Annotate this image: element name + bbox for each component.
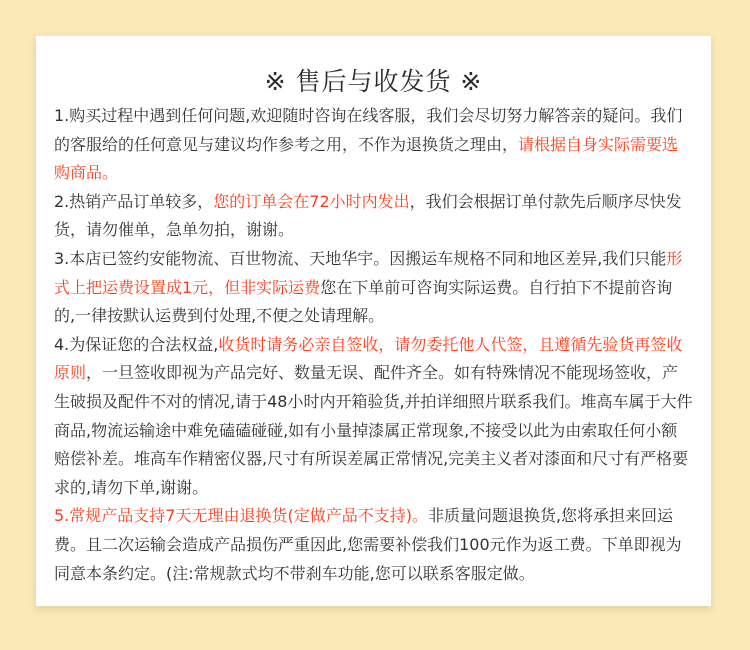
section-5-text: 非质量问题退换货,您将承担来回运费。且二次运输会造成产品损伤严重因此,您需要补偿我们100元作为返工费。下单即视为同意本条约定。(注:常规款式均不带刹车功能,您可以联系客服定做。: [54, 506, 682, 583]
section-1: [54, 102, 693, 188]
section-1-text: 1.购买过程中遇到任何问题,欢迎随时咨询在线客服，我们会尽切努力解答亲的疑问。我们的客服给的任何意见与建议均作参考之用，不作为退换货之理由，: [54, 106, 683, 154]
section-3-text-b: 您在下单前可咨询实际运费。自行拍下不提前咨询的,一律按默认运费到付处理,不便之处请理解。: [54, 277, 673, 326]
section-2-highlight: 您的订单会在72小时内发出: [213, 191, 410, 211]
section-2-text-a: 2.热销产品订单较多，: [54, 191, 214, 211]
section-2: [54, 188, 693, 245]
section-3: [54, 245, 693, 331]
section-5: [54, 502, 693, 588]
section-3-text-a: 3.本店已签约安能物流、百世物流、天地华宇。因搬运车规格不同和地区差异,我们只能: [54, 248, 667, 268]
policy-card: [36, 36, 711, 606]
section-4-text-b: ，一旦签收即视为产品完好、数量无误、配件齐全。如有特殊情况不能现场签收，产生破损及配件不对的情况,请于48小时内开箱验货,并拍详细照片联系我们。堆高车属于大件商品,物流运输途中难免磕磕碰碰,如有小量掉漆属正常现象,不接受以此为由索取任何小额赔偿补差。堆高车作精密仪器,尺寸有所误差属正常情况,完美主义者对漆面和尺寸有严格要求的,请勿下单,谢谢。: [54, 363, 693, 497]
section-4: [54, 331, 693, 503]
section-1-highlight: 请根据自身实际需要选购商品。: [54, 134, 679, 183]
page-title: ※ 售后与收发货 ※: [264, 67, 483, 96]
section-3-highlight: 形式上把运费设置成1元，但非实际运费: [54, 248, 683, 297]
section-2-text-b: ，我们会根据订单付款先后顺序尽快发货，请勿催单，急单勿拍，谢谢。: [54, 191, 682, 240]
section-5-highlight: 5.常规产品支持7天无理由退换货(定做产品不支持)。: [54, 506, 428, 526]
section-4-text-a: 4.为保证您的合法权益,: [54, 334, 219, 354]
section-4-highlight: 收货时请务必亲自签收，请勿委托他人代签，且遵循先验货再签收原则: [54, 334, 683, 383]
